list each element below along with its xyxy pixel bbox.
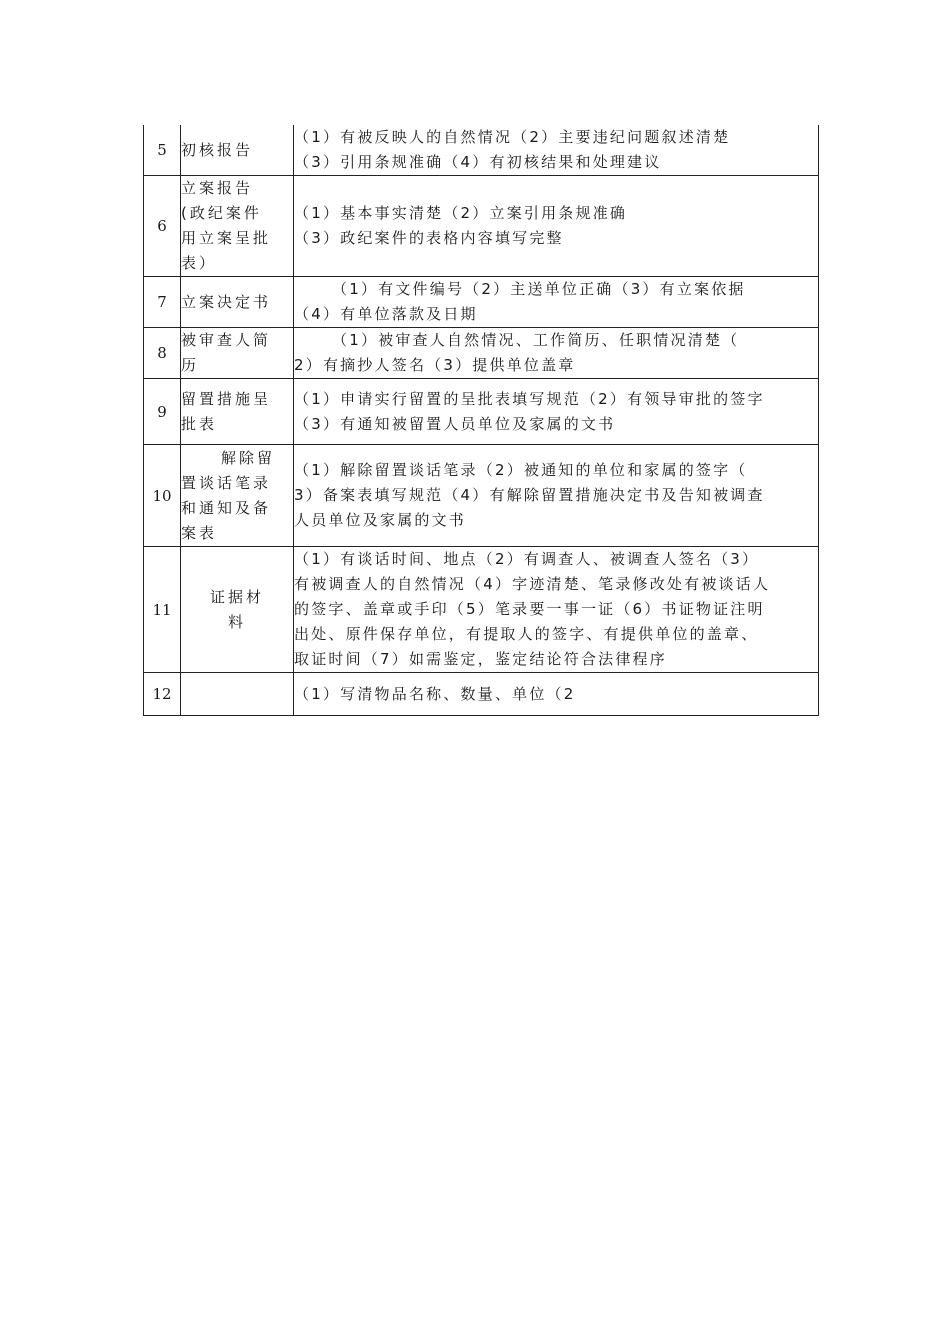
row-number: 11 (144, 547, 181, 673)
document-name-line: 案表 (181, 523, 218, 542)
requirement-line: 有被调查人的自然情况（4）字迹清楚、笔录修改处有被谈话人 (294, 575, 771, 593)
requirement-line: （3）政纪案件的表格内容填写完整 (294, 229, 564, 247)
table-row (144, 125, 819, 176)
row-number: 8 (144, 328, 181, 379)
review-requirements-table (143, 125, 819, 716)
document-name-line: 料 (227, 612, 246, 631)
document-name-line: 表） (181, 254, 218, 272)
table-row (144, 328, 819, 379)
requirement-line: 出处、原件保存单位，有提取人的签字、有提供单位的盖章、 (294, 625, 759, 643)
document-name-line: 立案报告 (181, 179, 254, 197)
requirements-cell (294, 125, 819, 176)
document-name-line: 解除留 (220, 448, 275, 467)
requirements-cell (294, 277, 819, 328)
document-name-line: 用立案呈批 (181, 229, 272, 247)
requirement-line: （1）有谈话时间、地点（2）有调查人、被调查人签名（3） (294, 550, 760, 568)
row-number: 12 (144, 673, 181, 716)
document-name-line: 被审查人简 (181, 331, 272, 349)
document-name-line: 历 (181, 356, 200, 374)
requirement-line: （3）引用条规准确（4）有初核结果和处理建议 (294, 153, 662, 171)
requirements-cell (294, 547, 819, 673)
requirement-line: 取证时间（7）如需鉴定，鉴定结论符合法律程序 (294, 650, 667, 668)
document-name (181, 673, 294, 716)
requirement-line: （1）被审查人自然情况、工作简历、任职情况清楚（ (332, 331, 740, 349)
document-name (181, 379, 294, 445)
requirement-line: 3）备案表填写规范（4）有解除留置措施决定书及告知被调查 (294, 486, 765, 504)
requirement-line: （1）解除留置谈话笔录（2）被通知的单位和家属的签字（ (294, 461, 748, 479)
requirements-cell (294, 328, 819, 379)
table-row (144, 673, 819, 716)
row-number: 5 (144, 125, 181, 176)
requirement-line: 人员单位及家属的文书 (294, 511, 467, 529)
table-row (144, 277, 819, 328)
document-name-line: 置谈话笔录 (181, 473, 272, 492)
document-name (181, 125, 294, 176)
row-number: 7 (144, 277, 181, 328)
document-name (181, 176, 294, 277)
document-name-line: 和通知及备 (181, 498, 272, 517)
document-name (181, 277, 294, 328)
document-name (181, 328, 294, 379)
table-row (144, 379, 819, 445)
row-number: 9 (144, 379, 181, 445)
requirement-line: 的签字、盖章或手印（5）笔录要一事一证（6）书证物证注明 (294, 600, 765, 618)
row-number: 10 (144, 445, 181, 547)
row-number: 6 (144, 176, 181, 277)
requirement-line: （1）写清物品名称、数量、单位（2 (294, 684, 576, 703)
requirements-cell (294, 176, 819, 277)
requirement-line: （4）有单位落款及日期 (294, 305, 478, 323)
document-name-line: 批表 (181, 414, 218, 433)
table-row (144, 547, 819, 673)
requirements-cell (294, 673, 819, 716)
document-name-line: (政纪案件 (181, 204, 262, 222)
requirement-line: （1）有被反映人的自然情况（2）主要违纪问题叙述清楚 (294, 128, 731, 146)
document-name-line: 证据材 (209, 587, 264, 606)
document-name-line: 留置措施呈 (181, 389, 272, 408)
requirements-cell (294, 445, 819, 547)
document-name (181, 445, 294, 547)
document-name (181, 547, 294, 673)
document-name-line: 初核报告 (181, 140, 254, 159)
requirement-line: （1）有文件编号（2）主送单位正确（3）有立案依据 (332, 280, 746, 298)
document-name-line: 立案决定书 (181, 292, 272, 311)
requirement-line: （1）申请实行留置的呈批表填写规范（2）有领导审批的签字 (294, 389, 765, 408)
requirement-line: 2）有摘抄人签名（3）提供单位盖章 (294, 356, 576, 374)
table-row (144, 445, 819, 547)
table-row (144, 176, 819, 277)
requirement-line: （1）基本事实清楚（2）立案引用条规准确 (294, 204, 628, 222)
requirement-line: （3）有通知被留置人员单位及家属的文书 (294, 414, 616, 433)
requirements-cell (294, 379, 819, 445)
